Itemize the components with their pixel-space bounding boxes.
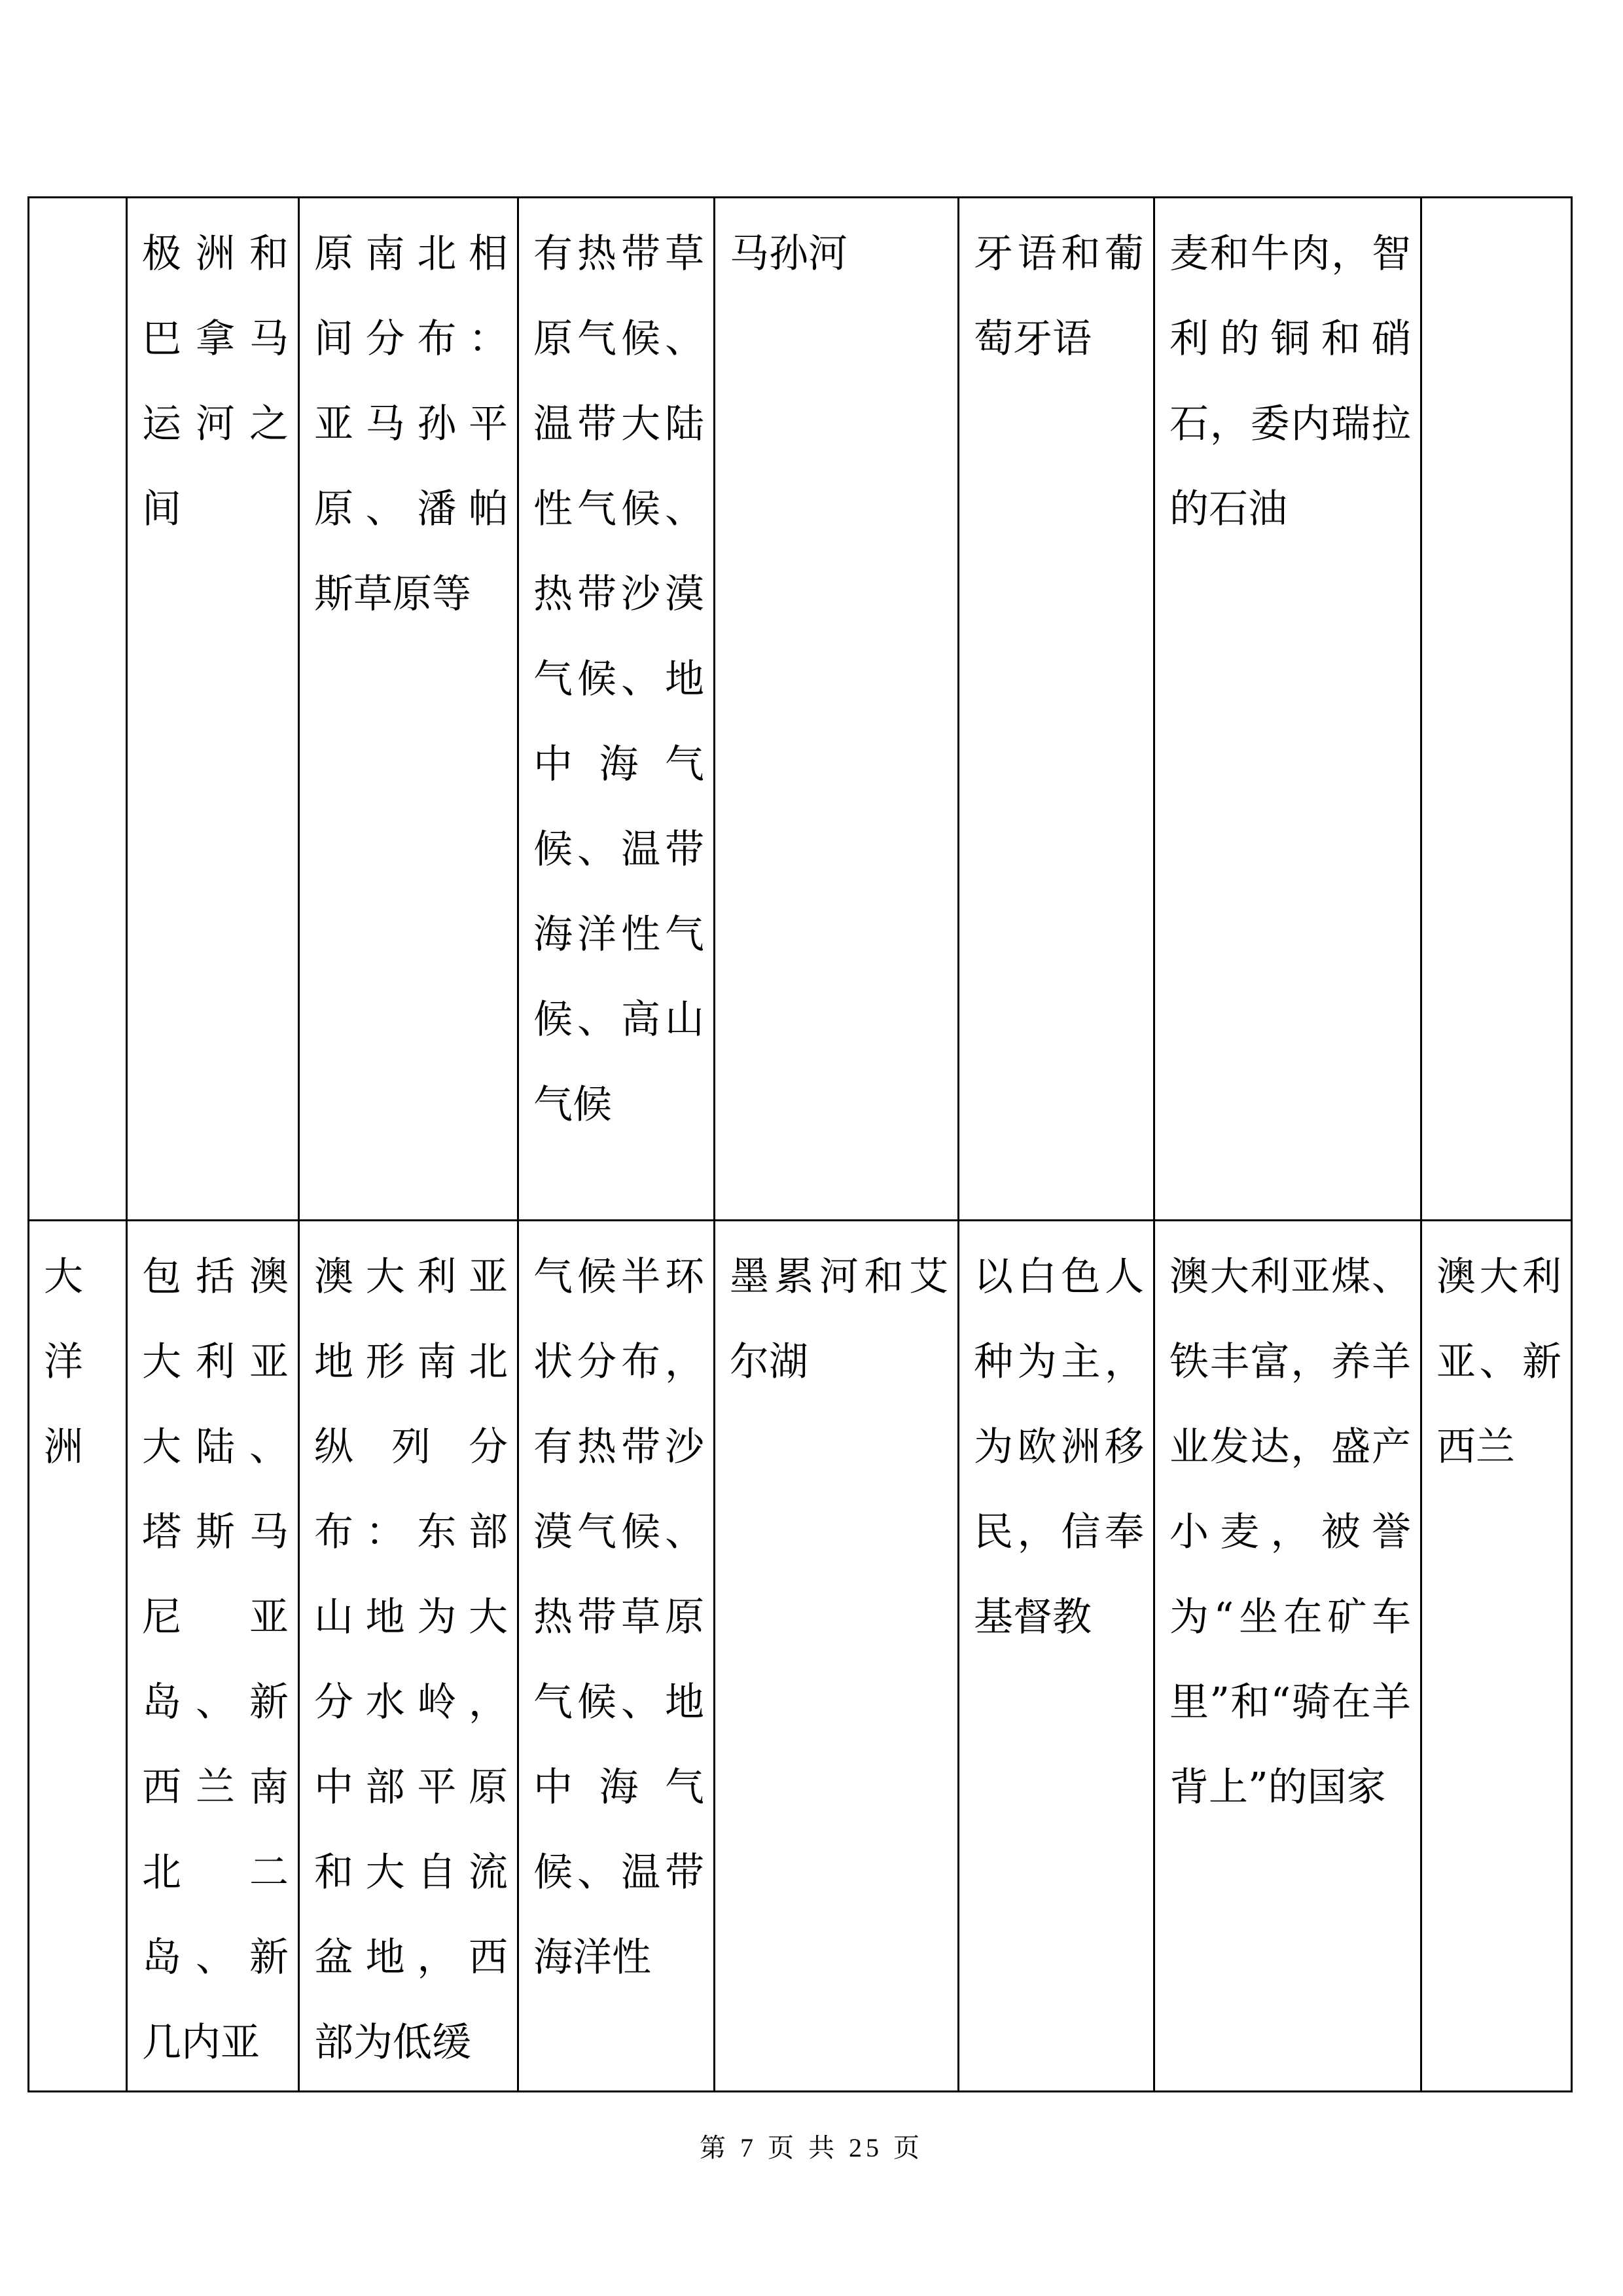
cell-economy (1154, 198, 1421, 1221)
terrain-text: 澳大利亚地形南北纵列分布：东部山地为大分水岭，中部平原和大自流盆地，西部为低缓 (314, 1254, 508, 2066)
location-text: 包括澳大利亚大陆、塔斯马尼亚岛、新西兰南北二岛、新几内亚 (142, 1254, 289, 2066)
cell-climate (518, 198, 715, 1221)
cell-terrain (299, 1221, 518, 2092)
cell-continent (29, 1221, 127, 2092)
population-language-text: 以白色人种为主，为欧洲移民，信奉基督教 (974, 1254, 1144, 1640)
cell-population-language (959, 198, 1154, 1221)
page-number-footer: 第 7 页 共 25 页 (700, 2133, 923, 2162)
continent-table (27, 196, 1573, 2092)
terrain-text: 原南北相间分布：亚马孙平原、潘帕斯草原等 (314, 231, 508, 617)
cell-continent (29, 198, 127, 1221)
cell-rivers-lakes (715, 198, 959, 1221)
climate-text: 气候半环状分布，有热带沙漠气候、热带草原气候、地中海气候、温带海洋性 (533, 1254, 704, 1981)
rivers-lakes-text: 马孙河 (730, 231, 847, 277)
economy-text: 麦和牛肉，智利的铜和硝石，委内瑞拉的石油 (1169, 231, 1411, 532)
economy-text: 澳大利亚煤、铁丰富，养羊业发达，盛产小麦，被誉为“坐在矿车里”和“骑在羊背上”的国家 (1169, 1254, 1411, 1810)
cell-economy (1154, 1221, 1421, 2092)
continent-text: 大洋洲 (44, 1254, 83, 1470)
climate-text: 有热带草原气候、温带大陆性气候、热带沙漠气候、地中海气候、温带海洋性气候、高山气候 (533, 231, 704, 1128)
rivers-lakes-text: 墨累河和艾尔湖 (730, 1254, 948, 1385)
cell-countries (1421, 198, 1572, 1221)
table-row (29, 1221, 1572, 2092)
cell-population-language (959, 1221, 1154, 2092)
cell-terrain (299, 198, 518, 1221)
cell-location (127, 198, 299, 1221)
cell-location (127, 1221, 299, 2092)
cell-countries (1421, 1221, 1572, 2092)
cell-rivers-lakes (715, 1221, 959, 2092)
cell-climate (518, 1221, 715, 2092)
countries-text: 澳大利亚、新西兰 (1436, 1254, 1561, 1470)
location-text: 极洲和巴拿马运河之间 (142, 231, 289, 532)
population-language-text: 牙语和葡萄牙语 (974, 231, 1144, 362)
table-row (29, 198, 1572, 1221)
